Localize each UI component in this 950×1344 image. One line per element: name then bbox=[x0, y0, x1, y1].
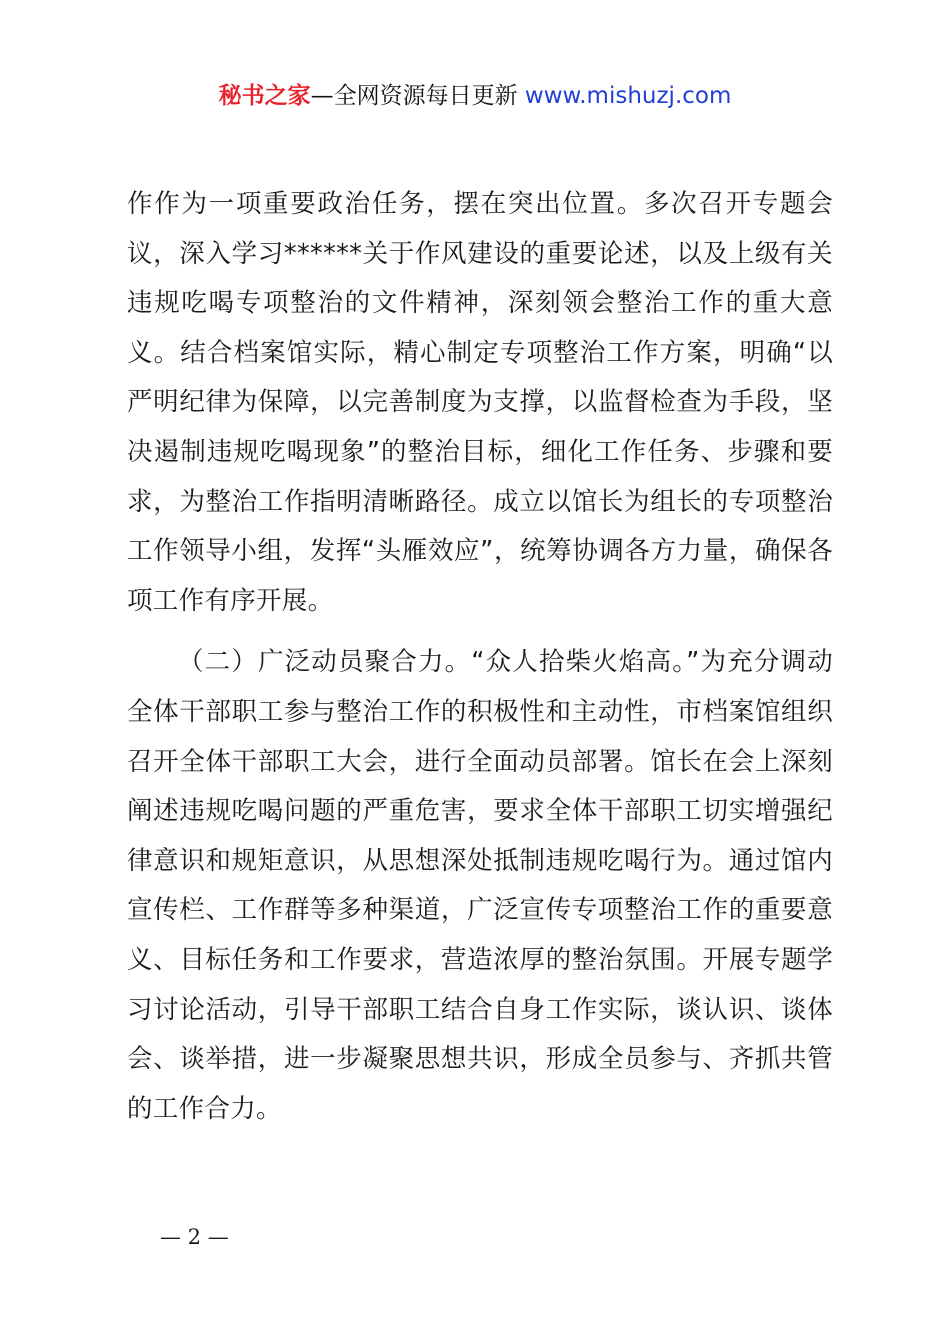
site-header bbox=[0, 80, 950, 112]
brand-name: 秘书之家 bbox=[218, 83, 311, 109]
site-url-link[interactable]: www.mishuzj.com bbox=[524, 83, 732, 109]
paragraph-section-2: （二）广泛动员聚合力。“众人拾柴火焰高。”为充分调动全体干部职工参与整治工作的积极性和主动性，市档案馆组织召开全体干部职工大会，进行全面动员部署。馆长在会上深刻阐述违规吃喝问题的严重危害，要求全体干部职工切实增强纪律意识和规矩意识，从思想深处抵制违规吃喝行为。通过馆内宣传栏、工作群等多种渠道，广泛宣传专项整治工作的重要意义、目标任务和工作要求，营造浓厚的整治氛围。开展专题学习讨论活动，引导干部职工结合自身工作实际，谈认识、谈体会、谈举措，进一步凝聚思想共识，形成全员参与、齐抓共管的工作合力。 bbox=[127, 647, 833, 1124]
page-number: — 2 — bbox=[160, 1225, 229, 1249]
document-body bbox=[127, 180, 833, 1134]
header-tagline: —全网资源每日更新 bbox=[310, 83, 525, 109]
paragraph-continued: 作作为一项重要政治任务，摆在突出位置。多次召开专题会议，深入学习******关于作风建设的重要论述，以及上级有关违规吃喝专项整治的文件精神，深刻领会整治工作的重大意义。结合档案馆实际，精心制定专项整治工作方案，明确“以严明纪律为保障，以完善制度为支撑，以监督检查为手段，坚决遏制违规吃喝现象”的整治目标，细化工作任务、步骤和要求，为整治工作指明清晰路径。成立以馆长为组长的专项整治工作领导小组，发挥“头雁效应”，统筹协调各方力量，确保各项工作有序开展。 bbox=[127, 189, 833, 616]
